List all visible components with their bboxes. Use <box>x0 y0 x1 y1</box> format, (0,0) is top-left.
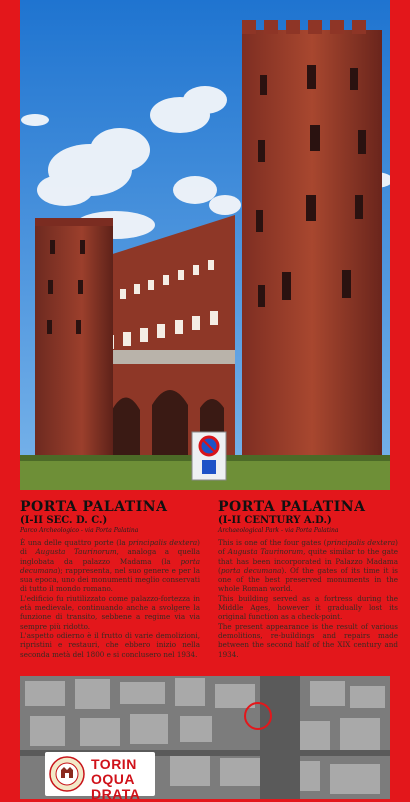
paragraph-3-italian: L'aspetto odierno è il frutto di varie demolizioni, ripristini e restauri, che ebbero inizio nella seconda metà del 1800 e si conclusero nel 1934. <box>20 630 200 659</box>
torino-quadrata-logo <box>45 752 155 802</box>
paragraph-1-italian: È una delle quattro porte (la principalis dextera) di Augusta Taurinorum, analoga a quella inglobata da palazzo Madama (la porta decumana); rappresenta, nel suo genere e per la sua epoca, uno dei monumenti meglio conservati di tutto il mondo romano. <box>20 538 200 594</box>
body-italian <box>20 538 200 659</box>
logo-wordmark: TORIN OQUA DRATA <box>91 756 141 802</box>
paragraph-2-italian: L'edificio fu riutilizzato come palazzo-fortezza in età medievale, continuando anche a svolgere la funzione di transito, sebbene a regime via via sempre più ridotto. <box>20 593 200 631</box>
title-italian: PORTA PALATINA <box>20 499 168 515</box>
body-english <box>218 538 398 659</box>
caption-english: Archaeological Park - via Porta Palatina <box>218 527 339 534</box>
archaeological-group-emblem <box>49 756 85 792</box>
paragraph-3-english: The present appearance is the result of various demolitions, re-buildings and repairs made between the second half of the XIX century and 1934. <box>218 621 398 659</box>
porta-palatina-photo <box>20 0 390 490</box>
italian-text-column <box>20 500 200 659</box>
subtitle-english: (I-II CENTURY A.D.) <box>218 515 332 526</box>
caption-italian: Parco Archeologico - via Porta Palatina <box>20 527 139 534</box>
paragraph-2-english: This building served as a fortress during the Middle Ages, however it gradually lost its original function as a check-point. <box>218 593 398 622</box>
title-english: PORTA PALATINA <box>218 499 366 515</box>
paragraph-1-english: This is one of the four gates (principalis dextera) of Augusta Taurinorum, quite similar to the gate that has been incorporated in Palazzo Madama (porta decumana). Of the gates of its time it is one of the best preserved monuments in the whole Roman world. <box>218 538 398 594</box>
subtitle-italian: (I-II SEC. D. C.) <box>20 515 108 526</box>
english-text-column <box>218 500 398 659</box>
